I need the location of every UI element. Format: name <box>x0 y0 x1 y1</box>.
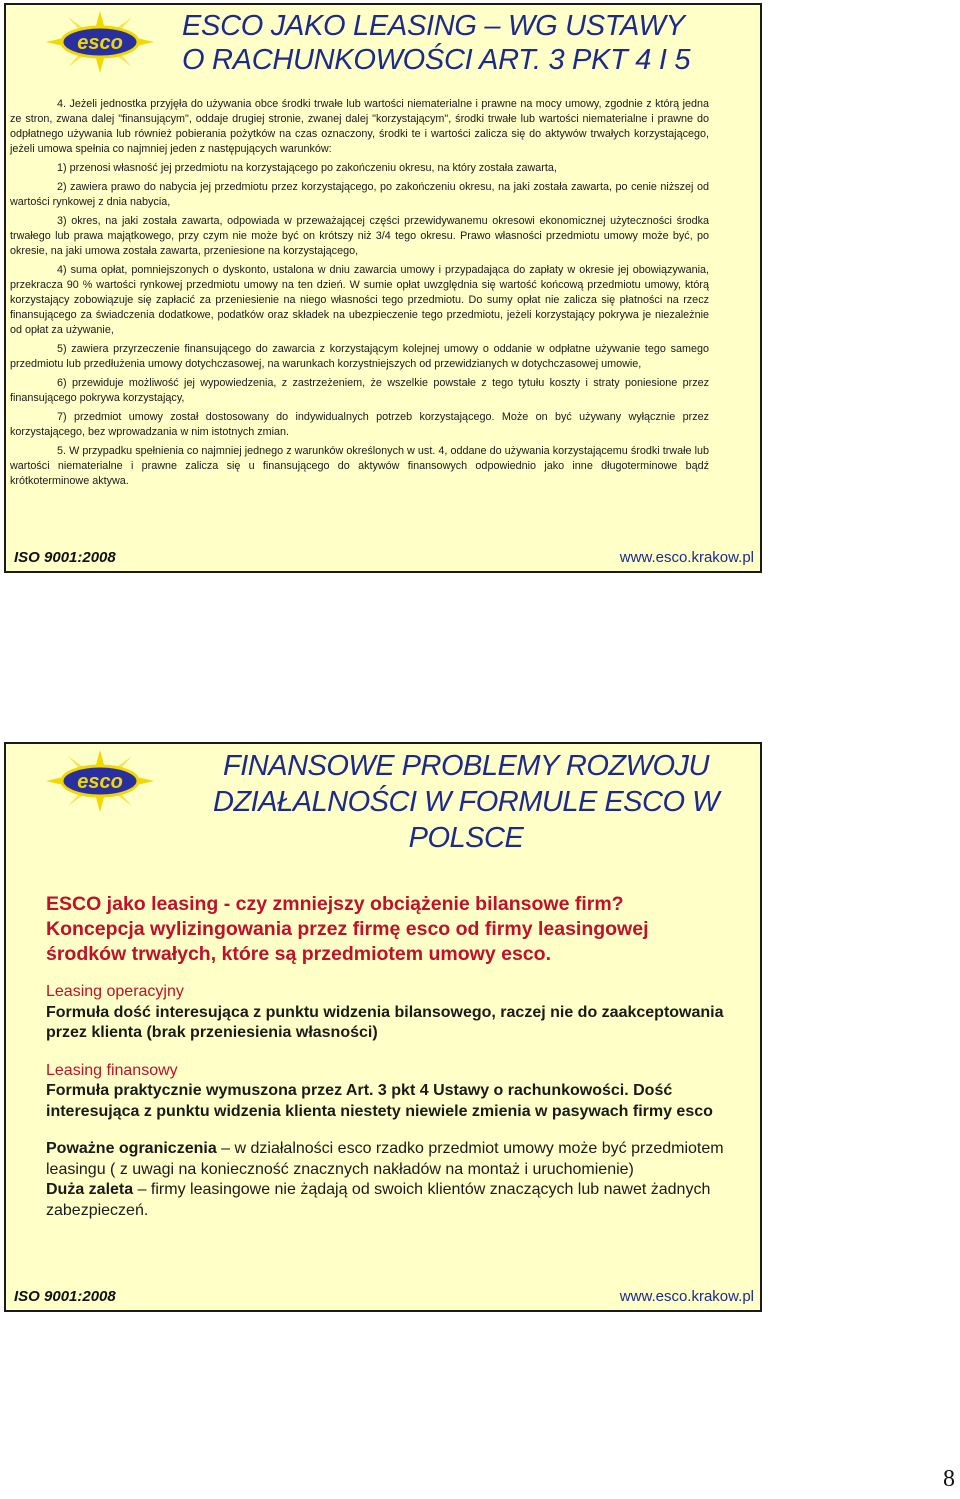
condition-5: 5) zawiera przyrzeczenie finansującego do zawarcia z korzystającym kolejnej umowy o oddanie w odpłatne używanie tego samego przedmiotu lub przedłużenia umowy dotychczasowej, na warunkach korzystniejszych od przewidzianych w dotychczasowej umowie, <box>10 343 709 370</box>
svg-text:esco: esco <box>77 771 123 793</box>
paragraph-4: 4. Jeżeli jednostka przyjęła do używania obce środki trwałe lub wartości niematerialne i prawne na mocy umowy, zgodnie z którą jedna ze stron, zwana dalej "finansującym", oddaje drugiej stronie, zwanej dalej "korzystającym", środki trwałe lub wartości niematerialne i prawne do odpłatnego używania lub również pobierania pożytków na czas oznaczony, środki te i wartości zalicza się do aktywów trwałych korzystającego, jeżeli umowa spełnia co najmniej jeden z następujących warunków: <box>10 98 709 155</box>
condition-2: 2) zawiera prawo do nabycia jej przedmiotu przez korzystającego, po zakończeniu okresu, na jaki została zawarta, po cenie niższej od wartości rynkowej z dnia nabycia, <box>10 181 709 208</box>
condition-1: 1) przenosi własność jej przedmiotu na korzystającego po zakończeniu okresu, na który została zawarta, <box>57 162 557 174</box>
paragraph-5: 5. W przypadku spełnienia co najmniej jednego z warunków określonych w ust. 4, oddane do używania korzystającemu środki trwałe lub wartości niematerialne i prawne zalicza się u finansującego do aktywów finansowych odpowiednio jako inne długoterminowe bądź krótkoterminowe aktywa. <box>10 445 709 487</box>
limitations-section: Poważne ograniczenia – w działalności esco rzadko przedmiot umowy może być przedmiotem leasingu ( z uwagi na konieczność znacznych nakładów na montaż i uruchomienie) Duża zaleta – firmy leasingowe nie żądają od swoich klientów znaczących lub nawet żadnych zabezpieczeń. <box>46 1140 724 1219</box>
question-heading: ESCO jako leasing - czy zmniejszy obciążenie bilansowe firm? Koncepcja wylizingowania przez firmę esco od firmy leasingowej środków trwałych, które są przedmiotem umowy esco. <box>46 893 649 965</box>
financial-leasing-section: Leasing finansowy Formuła praktycznie wymuszona przez Art. 3 pkt 4 Ustawy o rachunkowości. Dość interesująca z punktu widzenia klienta niestety niewiele zmienia w pasywach firmy esco <box>46 1061 713 1120</box>
condition-6: 6) przewiduje możliwość jej wypowiedzenia, z zastrzeżeniem, że wszelkie powstałe z tego tytułu koszty i straty poniesione przez finansującego pokrywa korzystający, <box>10 377 709 404</box>
iso-certification: ISO 9001:2008 <box>14 549 116 566</box>
iso-certification: ISO 9001:2008 <box>14 1288 116 1305</box>
esco-logo-icon <box>46 750 154 812</box>
esco-logo-icon <box>46 11 154 73</box>
page-number: 8 <box>943 1466 955 1492</box>
slide-esco-leasing <box>4 3 762 573</box>
condition-7: 7) przedmiot umowy został dostosowany do indywidualnych potrzeb korzystającego. Może on być używany wyłącznie przez korzystającego, bez wprowadzania w nim istotnych zmian. <box>10 411 709 438</box>
slide-title: FINANSOWE PROBLEMY ROZWOJU DZIAŁALNOŚCI W FORMULE ESCO W POLSCE <box>213 750 719 854</box>
svg-text:esco: esco <box>77 32 123 54</box>
condition-4: 4) suma opłat, pomniejszonych o dyskonto, ustalona w dniu zawarcia umowy i przypadająca do zapłaty w okresie jej obowiązywania, przekracza 90 % wartości rynkowej przedmiotu umowy na ten dzień. W sumie opłat uwzględnia się wartość końcową przedmiotu umowy, którą korzystający zobowiązuje się zapłacić za przeniesienie na niego własności tego przedmiotu. Do sumy opłat nie zalicza się płatności na rzecz finansującego za świadczenia dodatkowe, podatków oraz składek na ubezpieczenie tego przedmiotu, jeżeli korzystający pokrywa je niezależnie od opłat za używanie, <box>10 264 709 336</box>
slide-footer <box>14 549 754 567</box>
slide-body <box>46 892 726 1221</box>
condition-3: 3) okres, na jaki została zawarta, odpowiada w przeważającej części przewidywanemu okresowi ekonomicznej użyteczności środka trwałego lub prawa majątkowego, przy czym nie może być on krótszy niż 3/4 tego okresu. Prawo własności przedmiotu umowy może być, po okresie, na jaki umowa została zawarta, przeniesione na korzystającego, <box>10 215 709 257</box>
website-url: www.esco.krakow.pl <box>619 1288 754 1305</box>
slide-financial-problems <box>4 742 762 1312</box>
slide-body <box>10 97 709 493</box>
operating-leasing-section: Leasing operacyjny Formuła dość interesująca z punktu widzenia bilansowego, raczej nie do zaakceptowania przez klienta (brak przeniesienia własności) <box>46 983 724 1041</box>
slide-title: ESCO JAKO LEASING – WG USTAWY O RACHUNKOWOŚCI ART. 3 PKT 4 I 5 <box>182 10 691 76</box>
slide-footer <box>14 1288 754 1306</box>
website-url: www.esco.krakow.pl <box>619 549 754 566</box>
